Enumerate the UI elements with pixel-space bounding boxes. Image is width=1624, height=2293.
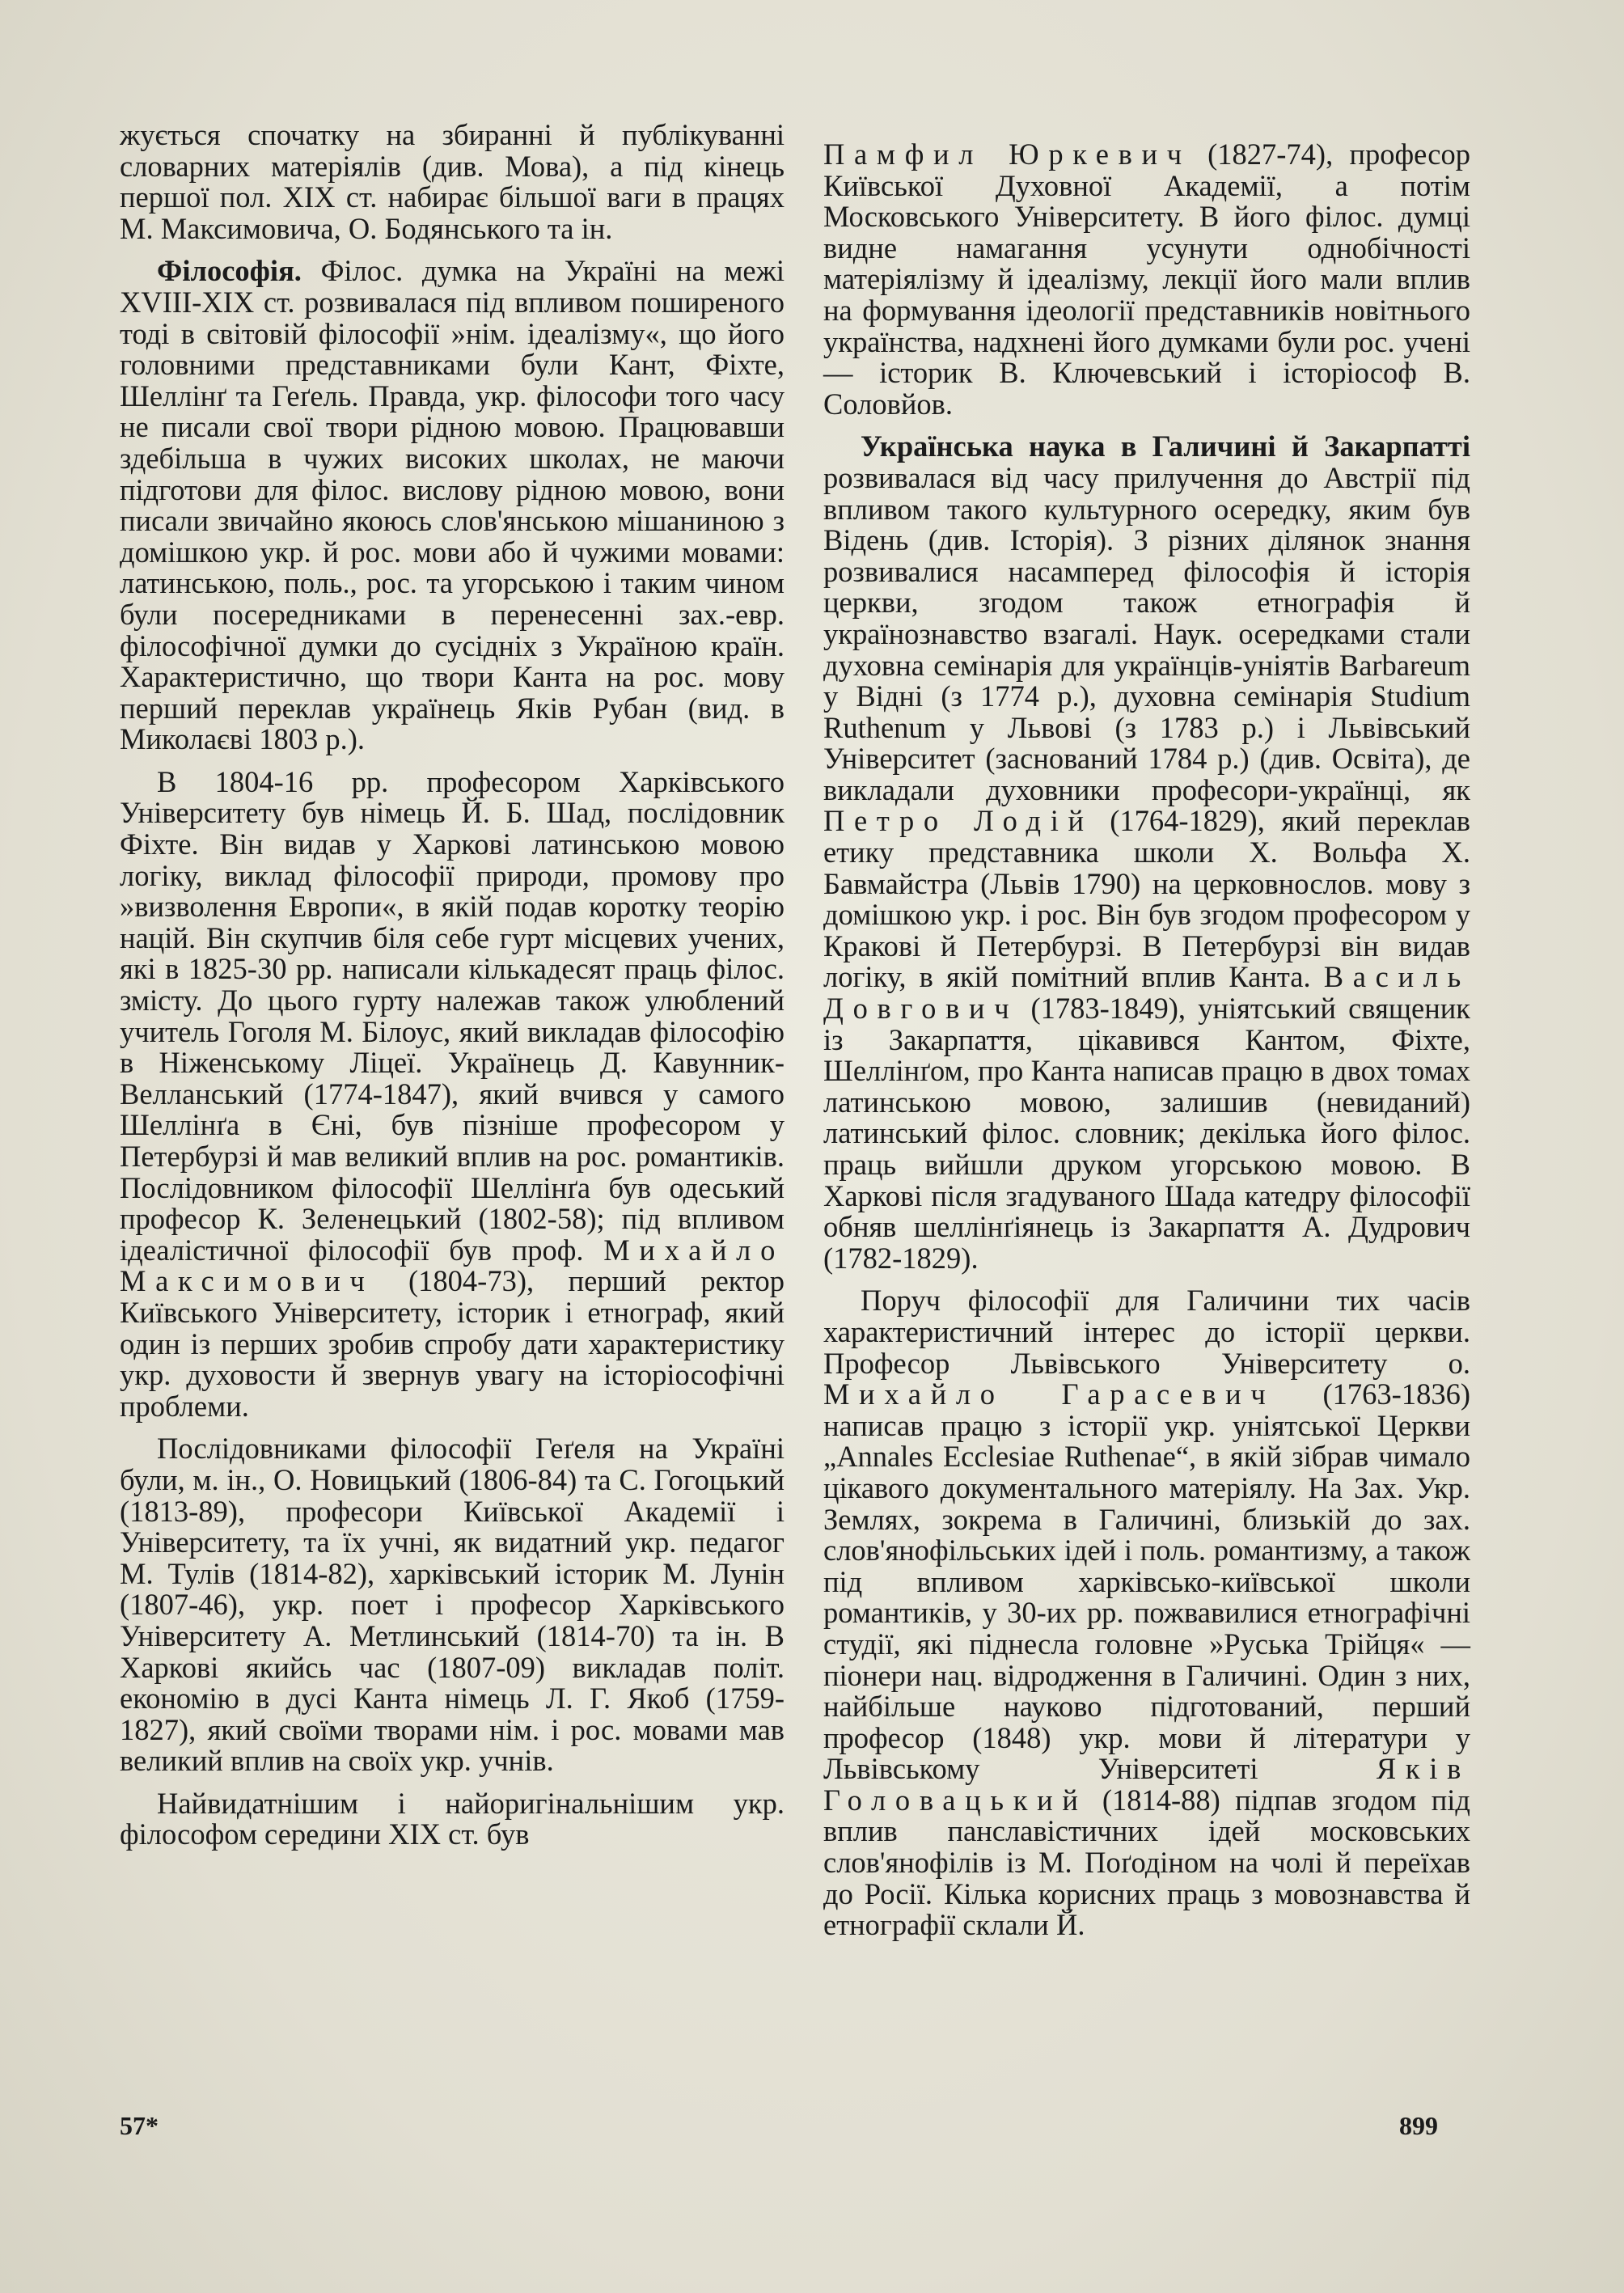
spaced-name: Михайло Максимович — [120, 1233, 785, 1298]
paragraph-text: Філос. думка на Україні на межі XVIII-XIX ст. розвивалася під впливом поширеного тоді в світовій філософії »нім. ідеалізму«, що його головними представниками були Кант, Фіхте, Шеллінґ та Геґель. Правда, укр. філософи того часу не писали свої твори рідною мовою. Працювавши здебільша в чужих високих школах, не маючи підготови для філос. вислову рідною мовою, вони писали звичайно якоюсь слов'янською мішаниною з домішкою укр. й рос. мови або й чужими мовами: латинською, поль., рос. та угорською і таким чином були посередниками в перенесенні зах.-евр. філософічної думки до сусідніх з Україною країн. Характеристично, що твори Канта на рос. мову перший переклав українець Яків Рубан (вид. в Миколаєві 1803 р.). — [120, 254, 785, 756]
spaced-name: Михайло Гарасевич — [823, 1377, 1275, 1411]
section-heading-philosophy: Філософія. — [157, 254, 302, 288]
spaced-name: Яків Головацький — [823, 1752, 1470, 1817]
paragraph — [120, 1788, 785, 1851]
paragraph-text: (1804-73), перший ректор Київського Університету, історик і етнограф, який один із перших зробив спробу дати характеристику укр. духовости й звернув увагу на історіософічні проблеми. — [120, 1264, 785, 1423]
paragraph-text: (1763-1836) написав працю з історії укр. уніятської Церкви „Annales Ecclesiae Ruthenae“, в якій зібрав чимало цікавого документального матеріялу. На Зах. Укр. Землях, зокрема в Галичині, близькій до зах. слов'янофільських ідей і поль. романтизму, а також під впливом харківсько-київської школи романтиків, у 30-их рр. пожвавилися етнографічні студії, які піднесла головне »Руська Трійця« — піонери нац. відродження в Галичині. Один з них, найбільше науково підготований, перший професор (1848) укр. мови й літератури у Львівському Університеті — [823, 1377, 1470, 1786]
right-column — [823, 139, 1470, 1952]
paragraph-text: (1783-1849), уніятський священик із Закарпаття, цікавився Кантом, Фіхте, Шеллінґом, про Канта написав працю в двох томах латинською мовою, залишив (невиданий) латинський філос. словник; декілька його філос. праць вийшли друком угорською мовою. В Харкові після згадуваного Шада катедру філософії обняв шеллінґіянець із Закарпаття А. Дудрович (1782-1829). — [823, 992, 1470, 1275]
paragraph — [120, 120, 785, 244]
paragraph-text: Поруч філософії для Галичини тих часів характеристичний інтерес до історії церкви. Професор Львівського Університету о. — [823, 1284, 1470, 1380]
paragraph — [823, 139, 1470, 420]
paragraph-text: (1764-1829), який переклав етику представника школи Х. Вольфа Х. Бавмайстра (Львів 1790) на церковнослов. мову з домішкою укр. і рос. Він був згодом професором у Кракові й Петербурзі. В Петербурзі він видав логіку, в якій помітний вплив Канта. — [823, 804, 1470, 994]
spaced-name: Памфил Юркевич — [823, 137, 1191, 171]
paragraph-text: В 1804-16 рр. професором Харківського Університету був німець Й. Б. Шад, послідовник Фіхте. Він видав у Харкові латинською мовою логіку, виклад філософії природи, промову про »визволення Европи«, в якій подав коротку теорію націй. Він скупчив біля себе гурт місцевих учених, які в 1825-30 рр. написали кількадесят праць філос. змісту. До цього гурту належав також улюблений учитель Гоголя М. Білоус, який викладав філософію в Ніженському Ліцеї. Українець Д. Кавунник-Велланський (1774-1847), який вчився у самого Шеллінґа в Єні, був пізніше професором у Петербурзі й мав великий вплив на рос. романтиків. Послідовником філософії Шеллінґа був одеський професор К. Зеленецький (1802-58); під впливом ідеалістичної філософії був проф. — [120, 764, 785, 1267]
paragraph — [120, 256, 785, 755]
page-number: 899 — [1399, 2111, 1438, 2140]
left-column — [120, 120, 785, 1862]
paragraph-text: жується спочатку на збиранні й публікуванні словарних матеріялів (див. Мова), а під кінець першої пол. XIX ст. набирає більшої ваги в працях М. Максимовича, О. Бодянського та ін. — [120, 118, 785, 245]
paragraph — [823, 1285, 1470, 1940]
paragraph — [823, 431, 1470, 1274]
paragraph — [120, 1433, 785, 1777]
spaced-name: Василь Довгович — [823, 960, 1471, 1026]
paragraph-text: (1814-88) підпав згодом під вплив панславістичних ідей московських слов'янофілів із М. Поґодіном на чолі й переїхав до Росії. Кілька корисних праць з мовознавства й етнографії склали Й. — [823, 1783, 1470, 1942]
spaced-name: Петро Лодій — [823, 804, 1093, 838]
paragraph-text: розвивалася від часу прилучення до Австрії під впливом такого культурного осередку, яким був Відень (див. Історія). З різних ділянок знання розвивалися насамперед філософія й історія церкви, згодом також етнографія й українознавство взагалі. Наук. осередками стали духовна семінарія для українців-уніятів Barbareum у Відні (з 1774 р.), духовна семінарія Studium Ruthenum у Львові (з 1783 р.) і Львівський Університет (заснований 1784 р.) (див. Освіта), де викладали духовники професори-українці, як — [823, 460, 1470, 806]
paragraph — [120, 764, 785, 1423]
paragraph-text: Послідовниками філософії Геґеля на Україні були, м. ін., О. Новицький (1806-84) та С. Гогоцький (1813-89), професори Київської Академії і Університету, та їх учні, як видатний укр. педагог М. Тулів (1814-82), харківський історик М. Лунін (1807-46), укр. поет і професор Харківського Університету А. Метлинський (1814-70) та ін. В Харкові якийсь час (1807-09) викладав політ. економію в дусі Канта німець Л. Г. Якоб (1759-1827), який своїми творами нім. і рос. мовами мав великий вплив на своїх укр. учнів. — [120, 1432, 785, 1778]
paragraph-text: Найвидатнішим і найоригінальнішим укр. філософом середини XIX ст. був — [120, 1786, 785, 1851]
section-heading-galicia: Українська наука в Галичині й Закарпатті — [861, 429, 1470, 463]
signature-mark: 57* — [120, 2111, 159, 2140]
paragraph-text: (1827-74), професор Київської Духовної Академії, а потім Московського Університету. В його філос. думці видне намагання усунути однобічності матеріялізму й ідеалізму, лекції його мали вплив на формування ідеології представників новітнього українства, надхнені його думками були рос. учені — історик В. Ключевський і історіософ В. Соловйов. — [823, 137, 1470, 421]
